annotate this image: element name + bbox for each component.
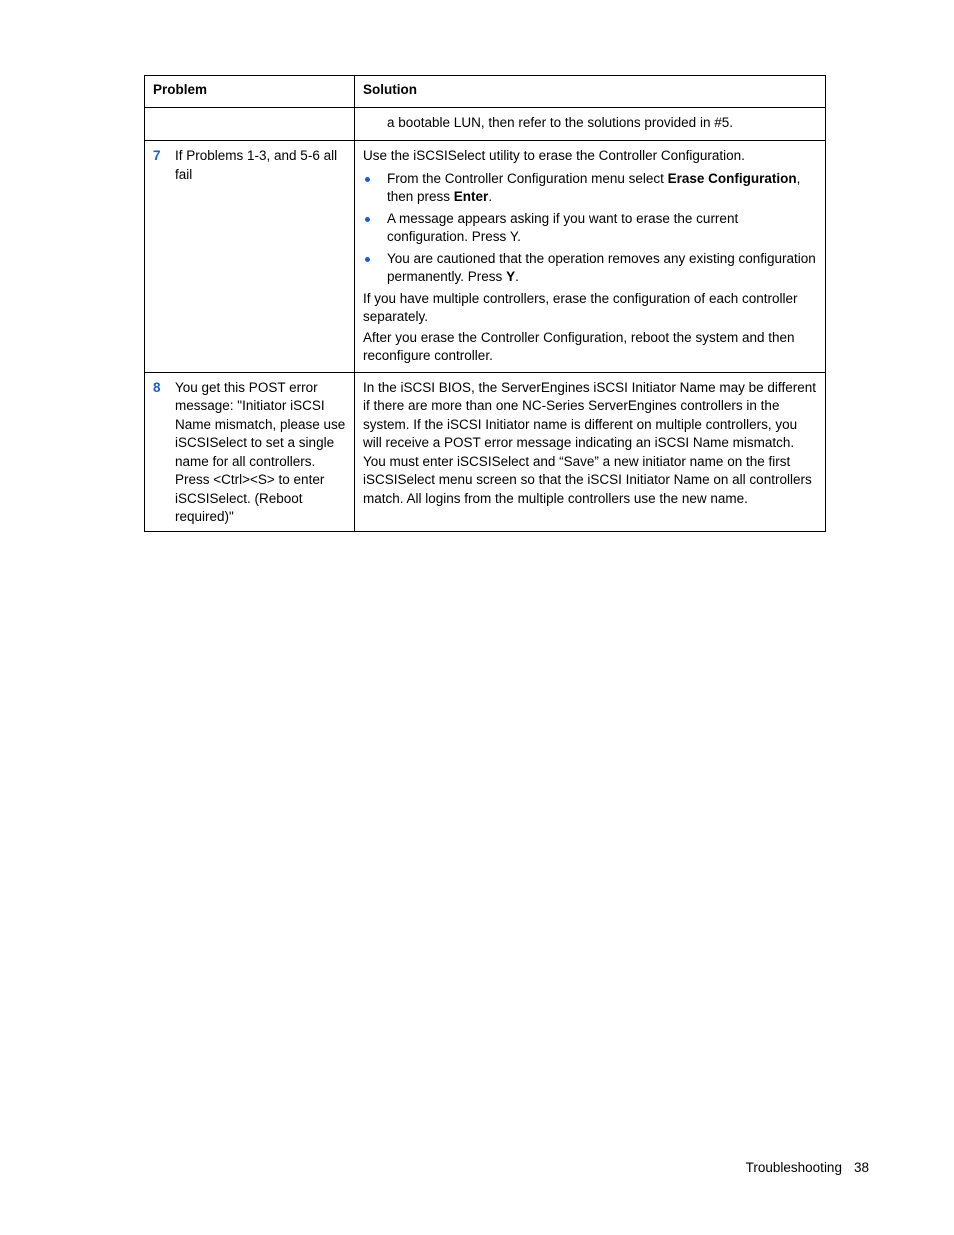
header-problem — [145, 76, 355, 108]
header-solution — [355, 76, 826, 108]
continued-solution-text: a bootable LUN, then refer to the solutions provided in #5. — [387, 115, 733, 130]
step-2-text: A message appears asking if you want to erase the current configuration. Press Y. — [387, 210, 739, 244]
step-3-bold: Y — [506, 269, 516, 284]
step-1-text-mid: , then press — [387, 170, 801, 204]
table-header-row — [145, 76, 826, 108]
step-1-text: From the Controller Configuration menu select — [387, 170, 668, 186]
solution-cell-continued — [355, 108, 826, 141]
problem-number-7: 7 — [153, 148, 161, 163]
solution-7-intro: Use the iSCSISelect utility to erase the Controller Configuration. — [363, 148, 745, 163]
bullet-dot-icon — [365, 257, 370, 262]
header-problem-label: Problem — [153, 82, 208, 97]
solution-7-steps — [363, 170, 817, 287]
table-row-continued — [145, 108, 826, 141]
solution-cell-7 — [355, 141, 826, 373]
step-3-text: You are cautioned that the operation removes any existing configuration permanently. Press — [387, 250, 816, 284]
table-row-8 — [145, 372, 826, 531]
problem-cell-8 — [145, 372, 355, 531]
step-1-bold: Erase Configuration — [667, 170, 797, 186]
page-number: 38 — [853, 1160, 869, 1175]
solution-8-text: In the iSCSI BIOS, the ServerEngines iSCSI Initiator Name may be different if there are more than one NC-Series ServerEngines controllers in the system. If the iSCSI Initiator name is different on multiple controllers, you will receive a POST error message indicating an iSCSI Name mismatch. You must enter iSCSISelect and “Save” a new initiator name on the first iSCSISelect menu screen so that the iSCSI Initiator Name on all controllers match. All logins from the multiple controllers use the new name. — [363, 379, 816, 506]
bullet-dot-icon — [365, 217, 370, 222]
header-solution-label: Solution — [363, 82, 417, 97]
step-1-bold-2: Enter — [453, 189, 489, 204]
footer-section: Troubleshooting — [745, 1160, 842, 1175]
table-row-7 — [145, 141, 826, 373]
list-item — [363, 250, 817, 287]
problem-number-8: 8 — [153, 379, 161, 395]
step-3-text-end: . — [515, 269, 519, 284]
solution-cell-8 — [355, 372, 826, 531]
solution-7-para-2: If you have multiple controllers, erase the configuration of each controller separately. — [363, 290, 798, 324]
problem-text-8: You get this POST error message: "Initiator iSCSI Name mismatch, please use iSCSISelect to set a single name for all controllers. Press <Ctrl><S> to enter iSCSISelect. (Reboot required)" — [175, 379, 346, 524]
step-1-text-end: . — [488, 189, 493, 204]
bullet-dot-icon — [365, 177, 370, 182]
page-footer — [746, 1159, 869, 1178]
list-item — [363, 210, 817, 247]
troubleshooting-table — [144, 75, 826, 532]
problem-cell-7 — [145, 141, 355, 373]
problem-cell-continued — [145, 108, 355, 141]
solution-7-para-3: After you erase the Controller Configuration, reboot the system and then reconfigure controller. — [363, 329, 795, 363]
list-item — [363, 170, 817, 207]
problem-text-7: If Problems 1-3, and 5-6 all fail — [175, 148, 338, 182]
